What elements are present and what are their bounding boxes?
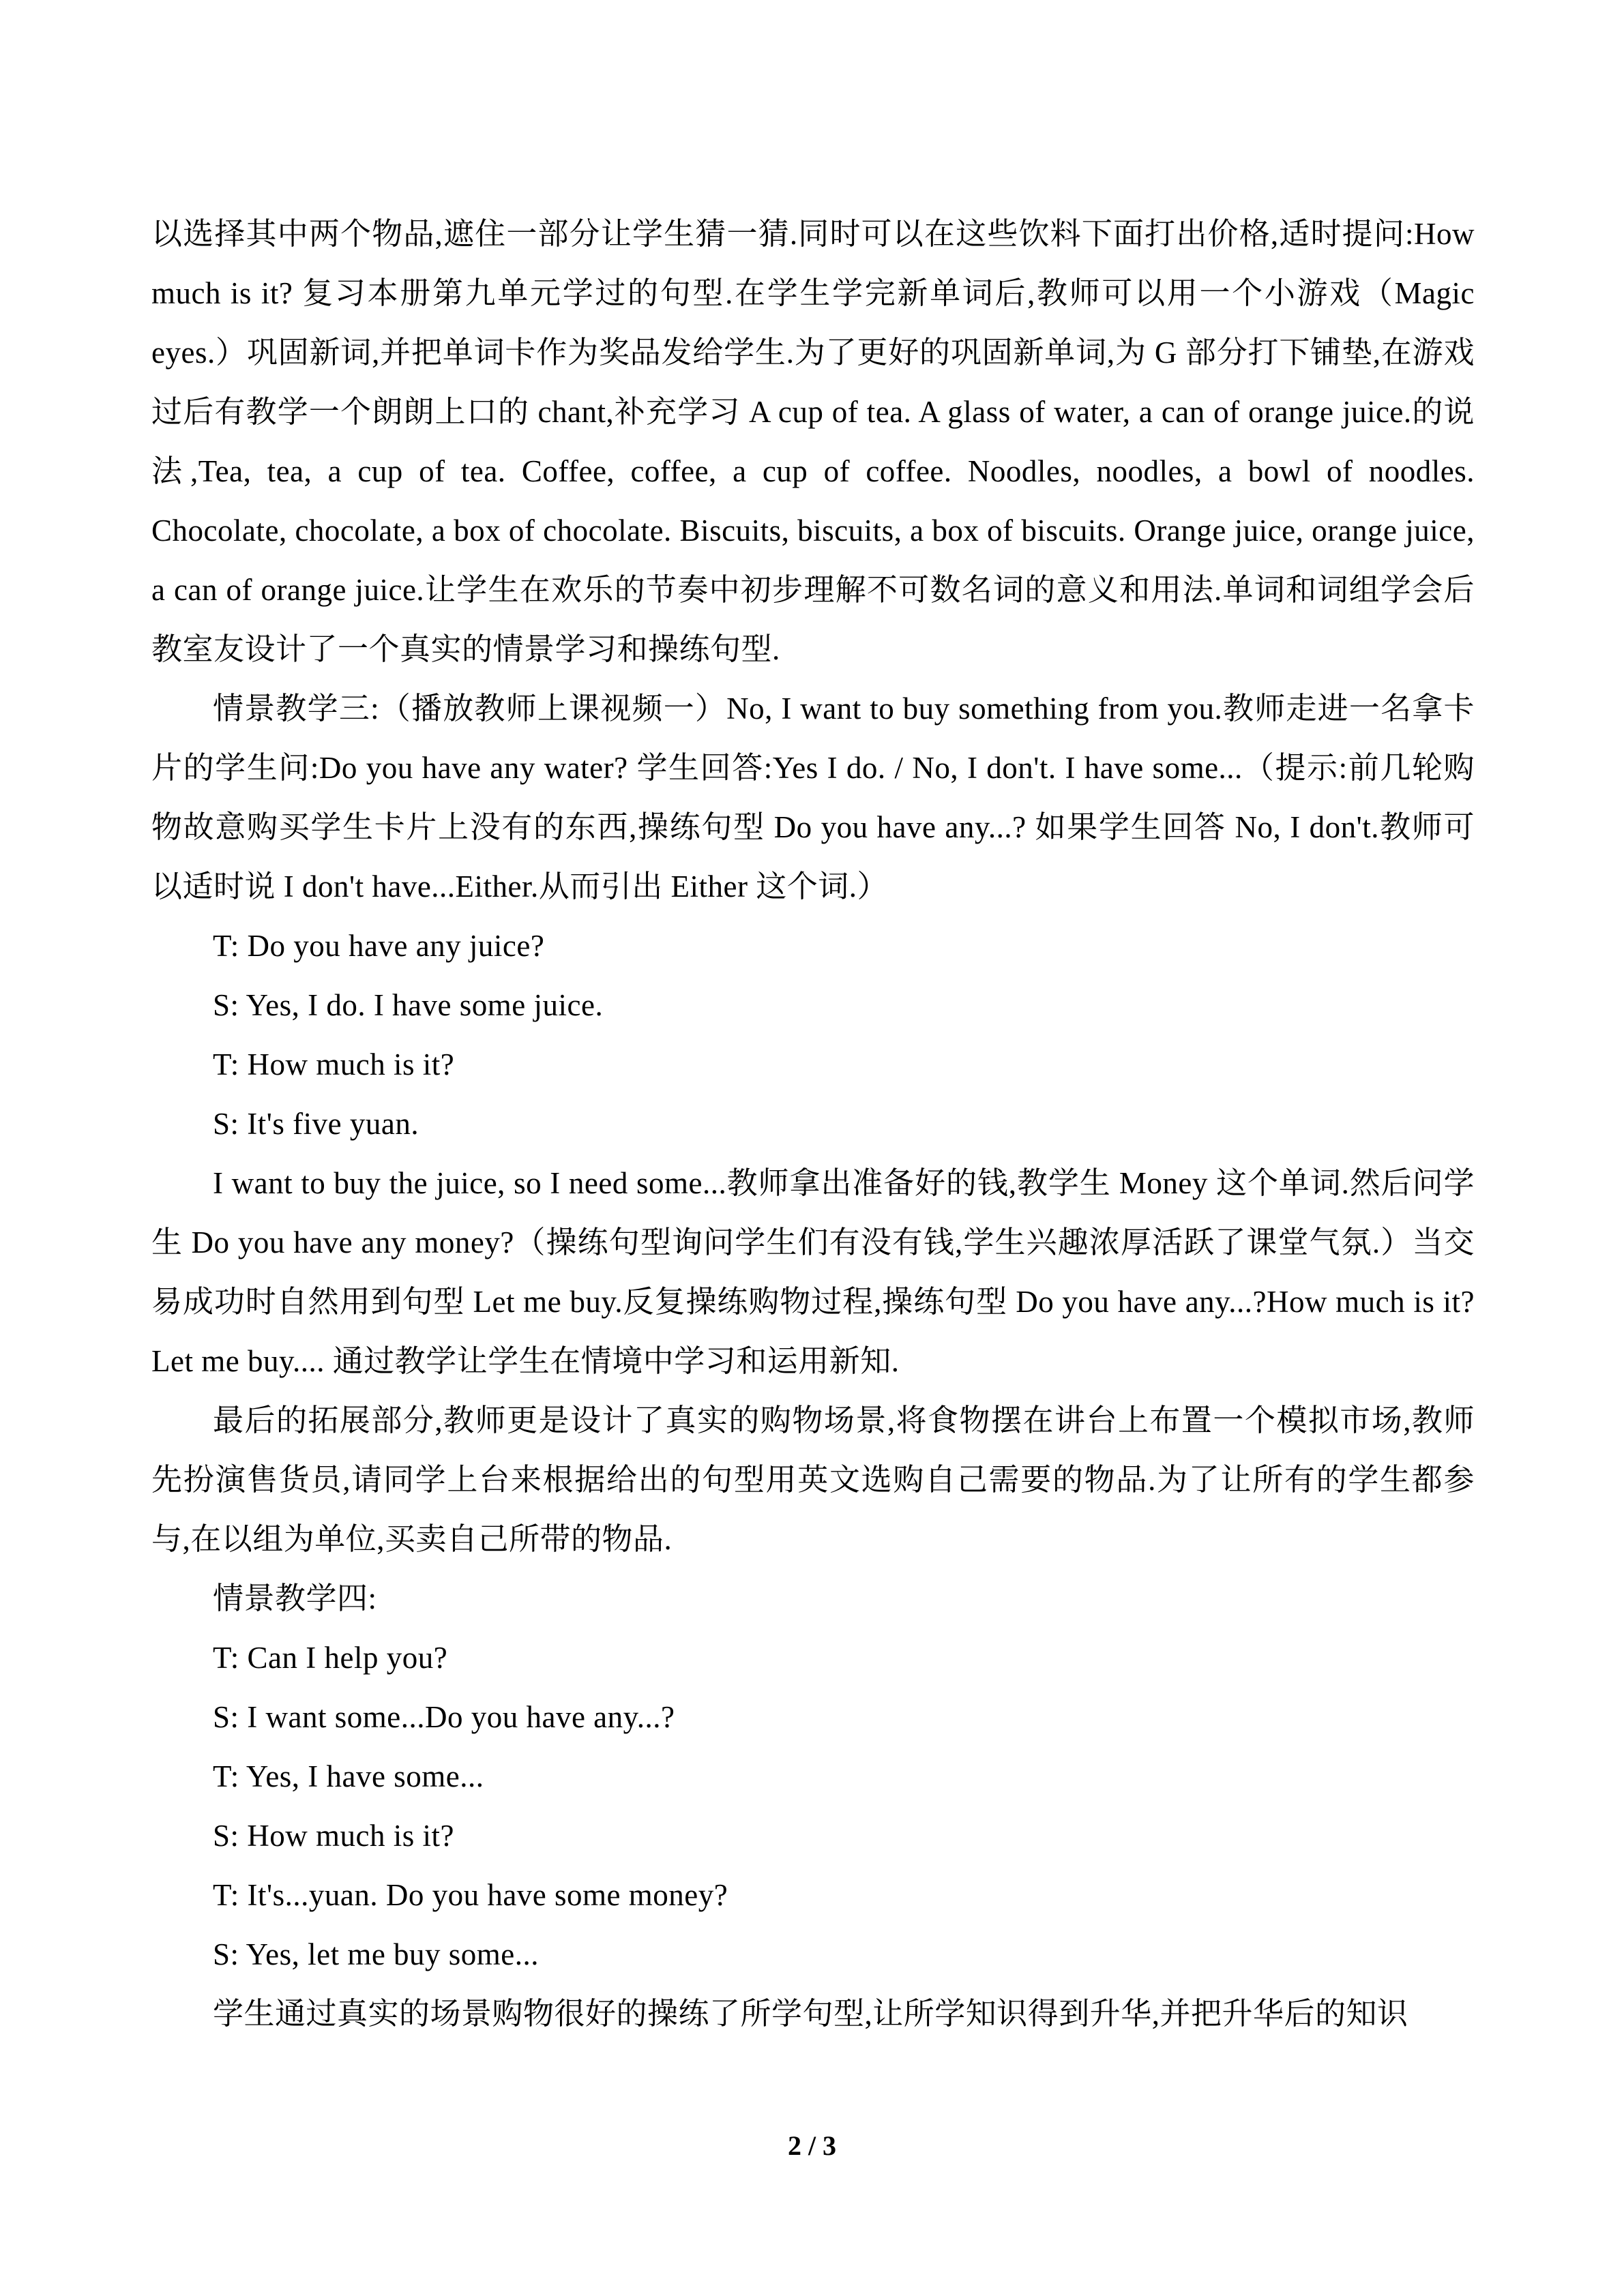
paragraph: S: Yes, I do. I have some juice. <box>213 988 604 1022</box>
paragraph: S: It's five yuan. <box>213 1107 419 1141</box>
paragraph: 情景教学三:（播放教师上课视频一）No, I want to buy something from you.教师走进一名拿卡片的学生问:Do you have any water? 学生回答:Yes I do. / No, I don't. I have some...（提示:前几轮购物故意购买学生卡片上没有的东西,操练句型 Do you have any...? 如果学生回答 No, I don't.教师可以适时说 I don't have...Either.从而引出 Either 这个词.） <box>151 691 1475 904</box>
paragraph: T: How much is it? <box>213 1047 455 1082</box>
paragraph: T: It's...yuan. Do you have some money? <box>213 1878 728 1912</box>
page-number: 2 / 3 <box>787 2130 837 2161</box>
paragraph: S: Yes, let me buy some... <box>213 1937 540 1971</box>
paragraph: T: Can I help you? <box>213 1641 448 1675</box>
paragraph: T: Do you have any juice? <box>213 929 545 963</box>
paragraph: T: Yes, I have some... <box>213 1759 484 1793</box>
paragraph: 以选择其中两个物品,遮住一部分让学生猜一猜.同时可以在这些饮料下面打出价格,适时提问:How much is it? 复习本册第九单元学过的句型.在学生学完新单词后,教师可以用一个小游戏（Magic eyes.）巩固新词,并把单词卡作为奖品发给学生.为了更好的巩固新单词,为 G 部分打下铺垫,在游戏过后有教学一个朗朗上口的 chant,补充学习 A cup of tea. A glass of water, a can of orange juice.的说法,Tea, tea, a cup of tea. Coffee, coffee, a cup of coffee. Noodles, noodles, a bowl of noodles. Chocolate, chocolate, a box of chocolate. Biscuits, biscuits, a box of biscuits. Orange juice, orange juice, a can of orange juice.让学生在欢乐的节奏中初步理解不可数名词的意义和用法.单词和词组学会后教室友设计了一个真实的情景学习和操练句型. <box>151 217 1475 666</box>
document-body <box>151 205 1475 2044</box>
paragraph: S: I want some...Do you have any...? <box>213 1700 675 1734</box>
paragraph: S: How much is it? <box>213 1819 454 1853</box>
paragraph: 学生通过真实的场景购物很好的操练了所学句型,让所学知识得到升华,并把升华后的知识 <box>213 1997 1408 2031</box>
paragraph: 最后的拓展部分,教师更是设计了真实的购物场景,将食物摆在讲台上布置一个模拟市场,教师先扮演售货员,请同学上台来根据给出的句型用英文选购自己需要的物品.为了让所有的学生都参与,在以组为单位,买卖自己所带的物品. <box>151 1403 1475 1556</box>
paragraph: 情景教学四: <box>213 1581 377 1615</box>
page-footer <box>0 2130 1624 2162</box>
paragraph: I want to buy the juice, so I need some...教师拿出准备好的钱,教学生 Money 这个单词.然后问学生 Do you have any money?（操练句型询问学生们有没有钱,学生兴趣浓厚活跃了课堂气氛.）当交易成功时自然用到句型 Let me buy.反复操练购物过程,操练句型 Do you have any...?How much is it? Let me buy.... 通过教学让学生在情境中学习和运用新知. <box>151 1166 1475 1378</box>
